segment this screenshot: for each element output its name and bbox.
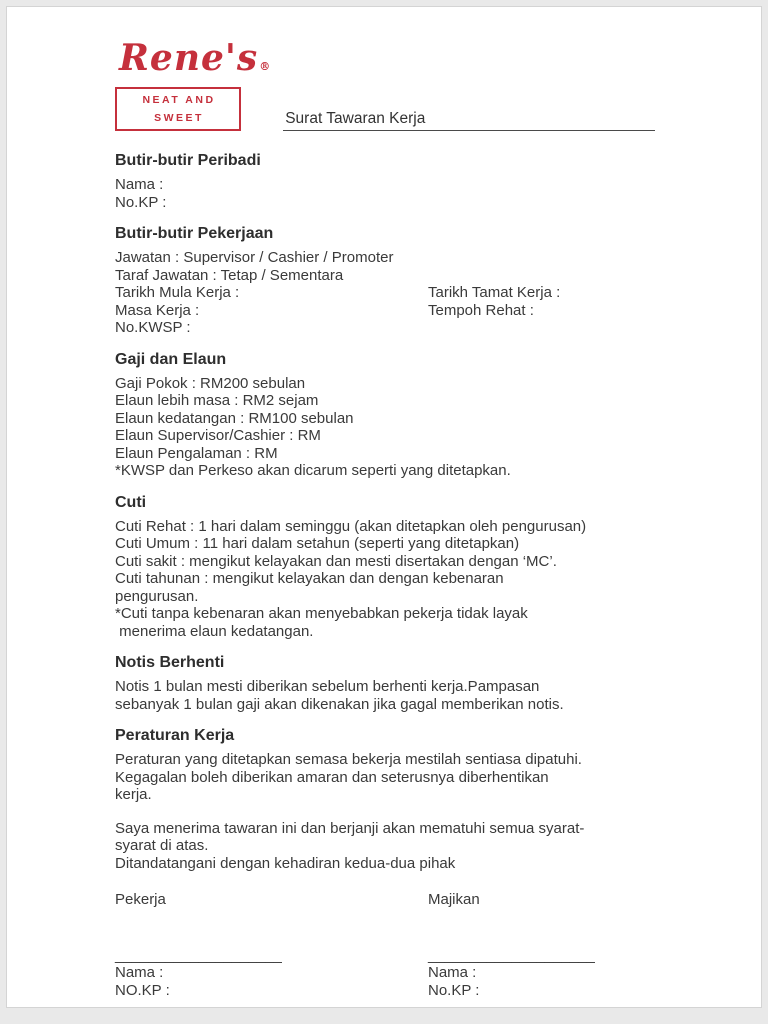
document-page [6,6,762,1008]
notis-line: Notis 1 bulan mesti diberikan sebelum berhenti kerja.Pampasan [115,678,540,695]
section-notis-berhenti [115,653,655,713]
gaji-line: Elaun Pengalaman : RM [115,444,278,462]
field-no-kwsp: No.KWSP : [115,319,191,336]
cuti-line: pengurusan. [115,587,199,605]
title-underline [283,110,655,132]
section-heading-gaji: Gaji dan Elaun [115,350,227,368]
peraturan-line: kerja. [115,786,152,803]
section-heading-notis: Notis Berhenti [115,654,225,671]
majikan-nokp: No.KP : [428,981,480,999]
cuti-line: Cuti sakit : mengikut kelayakan dan mesti disertakan dengan ‘MC’. [115,552,557,570]
signature-nokp-row [115,982,655,1000]
row-masa [115,302,655,320]
registered-mark-icon: ® [259,60,272,73]
document-header [115,37,655,131]
field-nokp: No.KP : [115,193,167,211]
signature-block [115,891,655,999]
section-butir-pekerjaan [115,224,655,337]
field-masa-kerja: Masa Kerja : [115,301,200,319]
closing-line: Ditandatangani dengan kehadiran kedua-dua pihak [115,854,456,872]
signatory-majikan: Majikan [428,891,480,908]
signatory-pekerja: Pekerja [115,891,166,908]
section-heading-peribadi: Butir-butir Peribadi [115,152,261,169]
section-closing [115,820,655,873]
peraturan-line: Peraturan yang ditetapkan semasa bekerja mestilah sentiasa dipatuhi. [115,751,582,768]
cuti-line: Cuti Rehat : 1 hari dalam seminggu (akan ditetapkan oleh pengurusan) [115,517,587,535]
closing-line: Saya menerima tawaran ini dan berjanji akan mematuhi semua syarat- [115,819,585,837]
signature-line-pekerja: ____________________ [115,946,282,964]
brand-script-text: Rene's [119,37,259,79]
brand-logo [115,37,272,131]
peraturan-line: Kegagalan boleh diberikan amaran dan seterusnya diberhentikan [115,768,549,786]
field-taraf-jawatan: Taraf Jawatan : Tetap / Sementara [115,266,344,284]
field-tarikh-mula: Tarikh Mula Kerja : [115,284,240,301]
section-heading-pekerjaan: Butir-butir Pekerjaan [115,225,274,242]
section-peraturan-kerja [115,726,655,804]
cuti-line: Cuti Umum : 11 hari dalam setahun (seperti yang ditetapkan) [115,535,520,552]
field-tarikh-tamat: Tarikh Tamat Kerja : [428,284,561,301]
gaji-line: Gaji Pokok : RM200 sebulan [115,374,306,392]
document-title: Surat Tawaran Kerja [285,109,426,127]
gaji-line: Elaun kedatangan : RM100 sebulan [115,409,354,427]
signature-nama-row [115,964,655,982]
section-cuti [115,493,655,641]
closing-line: syarat di atas. [115,837,209,854]
pekerja-nokp: NO.KP : [115,981,170,999]
gaji-line: Elaun lebih masa : RM2 sejam [115,392,319,409]
signature-roles [115,891,655,909]
cuti-note: *Cuti tanpa kebenaran akan menyebabkan pekerja tidak layak [115,605,528,622]
brand-name [115,37,272,85]
field-jawatan: Jawatan : Supervisor / Cashier / Promoter [115,249,394,266]
brand-tagline-text: NEAT AND SWEET [142,94,216,124]
field-nama: Nama : [115,176,164,193]
cuti-line: Cuti tahunan : mengikut kelayakan dan dengan kebenaran [115,570,504,587]
pekerja-nama: Nama : [115,964,164,981]
row-tarikh [115,284,655,302]
cuti-note: menerima elaun kedatangan. [115,622,314,640]
signature-line-majikan: ____________________ [428,946,595,964]
gaji-note: *KWSP dan Perkeso akan dicarum seperti yang ditetapkan. [115,462,511,479]
notis-line: sebanyak 1 bulan gaji akan dikenakan jika gagal memberikan notis. [115,695,564,713]
section-heading-peraturan: Peraturan Kerja [115,727,235,744]
section-butir-peribadi [115,151,655,211]
field-tempoh-rehat: Tempoh Rehat : [428,301,534,319]
section-gaji-elaun [115,350,655,480]
signature-lines [115,947,655,965]
majikan-nama: Nama : [428,964,477,981]
gaji-line: Elaun Supervisor/Cashier : RM [115,427,321,444]
section-heading-cuti: Cuti [115,493,147,511]
brand-tagline [115,87,241,131]
